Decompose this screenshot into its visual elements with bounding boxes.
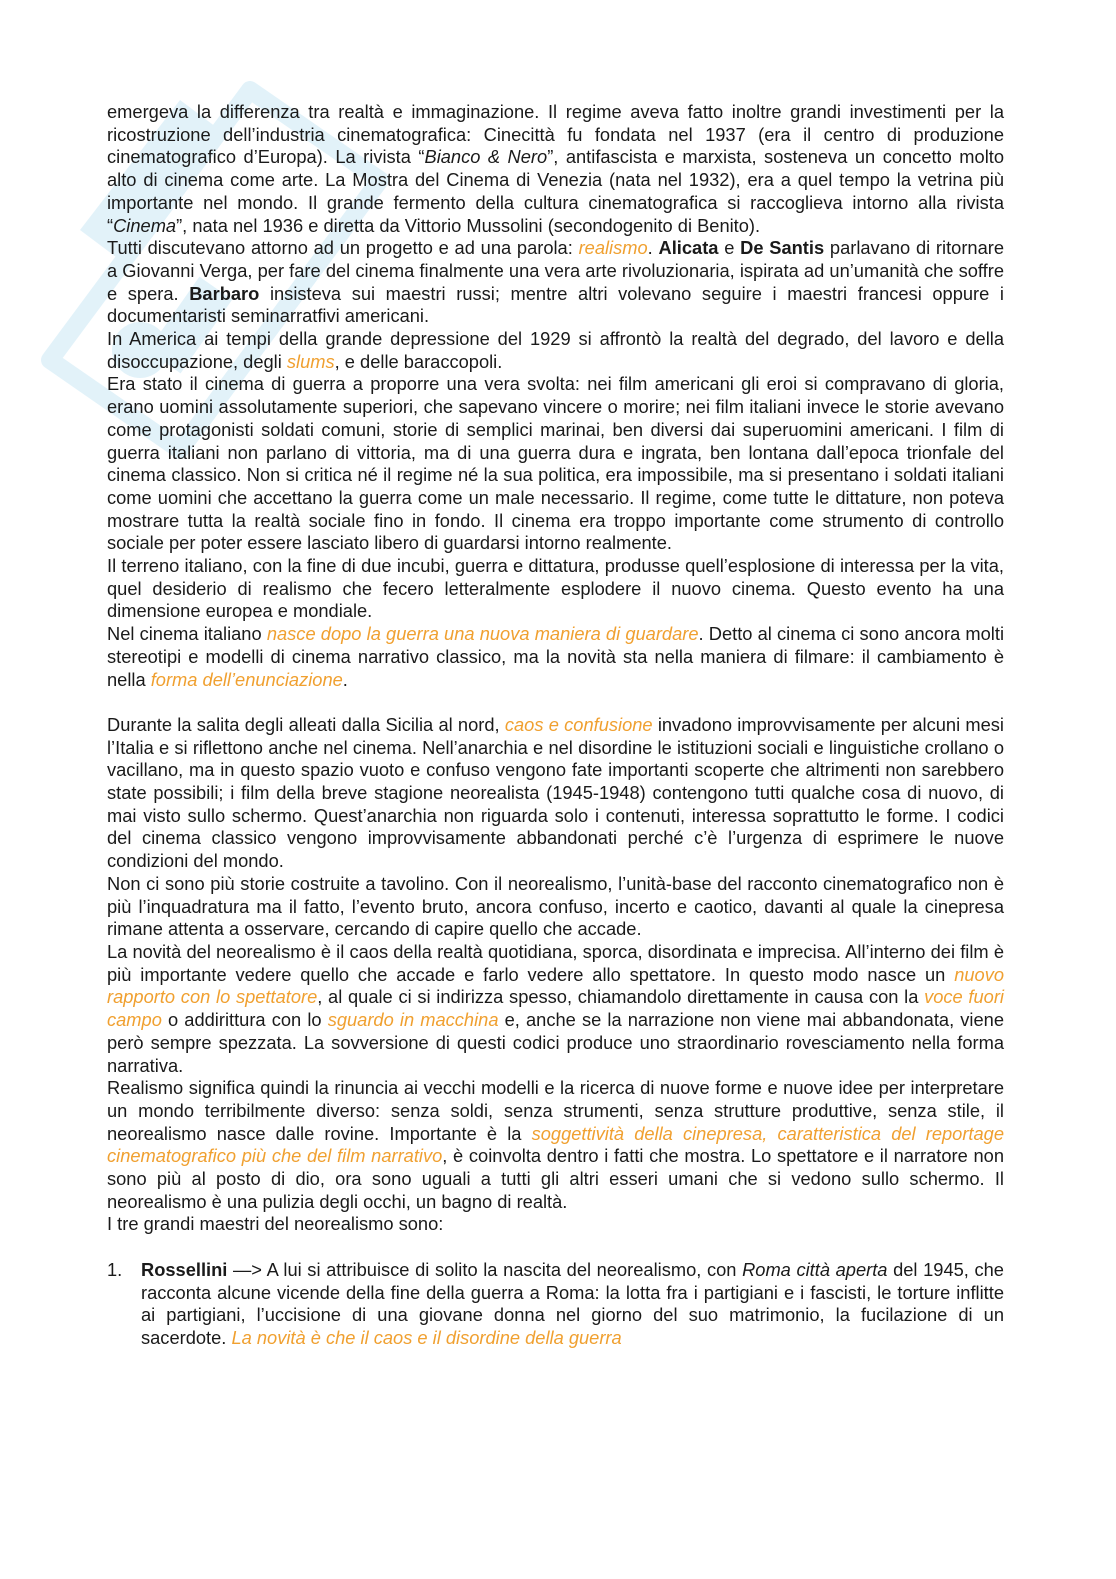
paragraph-gap <box>107 1236 1004 1259</box>
highlight: forma dell’enunciazione <box>150 668 343 690</box>
paragraph-italian-terrain: Il terreno italiano, con la fine di due incubi, guerra e dittatura, produsse quell’esplosione di interessa per la vita, quel desiderio di realismo che fecero letteralmente esplodere il nuovo cinema. Questo evento ha una dimensione europea e mondiale. <box>107 555 1004 622</box>
highlight: La novità è che il caos e il disordine della guerra <box>231 1326 622 1348</box>
paragraph-gap <box>107 691 1004 714</box>
highlight: nuovo rapporto con lo spettatore <box>107 963 1004 1008</box>
paragraph-realism-meaning: Realismo significa quindi la rinuncia ai vecchi modelli e la ricerca di nuove forme e nuove idee per interpretare un mondo terribilmente diverso: senza soldi, senza strumenti, senza strutture produttive, senza stile, il neorealismo nasce dalle rovine. Importante è la soggettività della cinepresa, caratteristica del reportage cinematografico più che del film narrativo, è coinvolta dentro i fatti che mostra. Lo spettatore e il narratore non sono più al posto di dio, ora sono uguali a tutti gli altri esseri umani che si vedono sullo schermo. Il neorealismo è una pulizia degli occhi, un bagno di realtà. <box>107 1077 1004 1212</box>
paragraph-new-way-of-seeing: Nel cinema italiano nasce dopo la guerra una nuova maniera di guardare. Detto al cinema ci sono ancora molti stereotipi e modelli di cinema narrativo classico, ma la novità sta nella maniera di filmare: il cambiamento è nella forma dell’enunciazione. <box>107 623 1005 690</box>
highlight: slums <box>286 350 335 372</box>
film-title: Roma città aperta <box>742 1258 888 1280</box>
highlight: caos e confusione <box>504 713 653 735</box>
highlight: realismo <box>578 237 648 259</box>
name-bold: Alicata <box>658 237 719 259</box>
magazine-title: Cinema <box>113 214 177 236</box>
name-bold: De Santis <box>740 237 825 259</box>
list-item: 1. Rossellini —> A lui si attribuisce di solito la nascita del neorealismo, con Roma città aperta del 1945, che racconta alcune vicende della fine della guerra a Roma: la lotta fra i partigiani e i fascisti, le torture inflitte ai partigiani, l’uccisione di una giovane donna nel giorno del suo matrimonio, la fucilazione di un sacerdote. La novità è che il caos e il disordine della guerra <box>107 1258 1004 1348</box>
paragraph-chaos-confusion: Durante la salita degli alleati dalla Sicilia al nord, caos e confusione invadono improvvisamente per alcuni mesi l’Italia e si riflettono anche nel cinema. Nell’anarchia e nel disordine le istituzioni sociali e linguistiche crollano o vacillano, ma in questo spazio vuoto e confuso vengono fate importanti scoperte che altrimenti non sarebbero state possibili; i film della breve stagione neorealista (1945-1948) contengono tutti qualche cosa di nuovo, di mai visto sullo schermo. Quest’anarchia non riguarda solo i contenuti, interessa soprattutto le forme. I codici del cinema classico vengono improvvisamente abbandonati perché c’è l’urgenza di esprimere le nuove condizioni del mondo. <box>107 713 1004 872</box>
paragraph-realism-debate: Tutti discutevano attorno ad un progetto e ad una parola: realismo. Alicata e De Santis parlavano di ritornare a Giovanni Verga, per fare del cinema finalmente una vera arte rivoluzionaria, ispirata ad un’umanità che soffre e spera. Barbaro insisteva sui maestri russi; mentre altri volevano seguire i maestri francesi oppure i documentaristi seminarratfivi americani. <box>107 237 1005 327</box>
name-bold: Barbaro <box>189 282 260 304</box>
highlight: sguardo in macchina <box>327 1009 499 1031</box>
paragraph-war-cinema: Era stato il cinema di guerra a proporre una vera svolta: nei film americani gli eroi si compravano di gloria, erano uomini assolutamente superiori, che sapevano vincere o morire; nei film italiani invece le storie avevano come protagonisti soldati comuni, storie di semplici marinai, ben diversi dai superuomini americani. I film di guerra italiani non parlano di vittoria, ma di una guerra dura e ingrata, ben lontana dall’epoca trionfale del cinema classico. Non si critica né il regime né la sua politica, era impossibile, ma si presentano i soldati italiani come uomini che accettano la guerra come un male necessario. Il regime, come tutte le dittature, non poteva mostrare tutta la realtà sociale fino in fondo. Il cinema era troppo importante come strumento di controllo sociale per poter essere lasciato libero di guardarsi intorno realmente. <box>107 373 1004 554</box>
highlight: voce fuori campo <box>107 986 1004 1031</box>
paragraph-three-masters-intro: I tre grandi maestri del neorealismo sono: <box>107 1213 444 1235</box>
highlight: soggettività della cinepresa, caratteristica del reportage cinematografico più che del film narrativo <box>107 1122 1004 1167</box>
highlight: nasce dopo la guerra una nuova maniera di guardare <box>266 623 699 645</box>
paragraph-regime-investments: emergeva la differenza tra realtà e immaginazione. Il regime aveva fatto inoltre grandi investimenti per la ricostruzione dell’industria cinematografica: Cinecittà fu fondata nel 1937 (era il centro di produzione cinematografico d’Europa). La rivista “Bianco & Nero”, antifascista e marxista, sosteneva un concetto molto alto di cinema come arte. La Mostra del Cinema di Venezia (nata nel 1932), era a quel tempo la vetrina più importante nel mondo. Il grande fermento della cultura cinematografica si raccoglieva intorno alla rivista “Cinema”, nata nel 1936 e diretta da Vittorio Mussolini (secondogenito di Benito). <box>107 101 1004 236</box>
paragraph-no-more-stories: Non ci sono più storie costruite a tavolino. Con il neorealismo, l’unità-base del racconto cinematografico non è più l’inquadratura ma il fatto, l’evento bruto, ancora confuso, incerto e caotico, davanti al quale la cinepresa rimane attenta a osservare, cercando di capire quello che accade. <box>107 872 1004 940</box>
paragraph-america-depression: In America ai tempi della grande depressione del 1929 si affrontò la realtà del degrado, del lavoro e della disoccupazione, degli slums, e delle baraccopoli. <box>107 328 1004 372</box>
paragraph-neorealism-novelty: La novità del neorealismo è il caos della realtà quotidiana, sporca, disordinata e imprecisa. All’interno dei film è più importante vedere quello che accade e farlo vedere allo spettatore. In questo modo nasce un nuovo rapporto con lo spettatore, al quale ci si indirizza spesso, chiamandolo direttamente in causa con la voce fuori campo o addirittura con lo sguardo in macchina e, anche se la narrazione non viene mai abbandonata, viene però sempre spezzata. La sovversione di questi codici produce uno straordinario rovesciamento nella forma narrativa. <box>107 941 1004 1076</box>
masters-list <box>107 1259 1004 1350</box>
list-number: 1. <box>107 1258 123 1280</box>
document-page <box>107 101 1004 1350</box>
magazine-title: Bianco & Nero <box>424 146 548 168</box>
name-bold: Rossellini <box>141 1258 228 1280</box>
